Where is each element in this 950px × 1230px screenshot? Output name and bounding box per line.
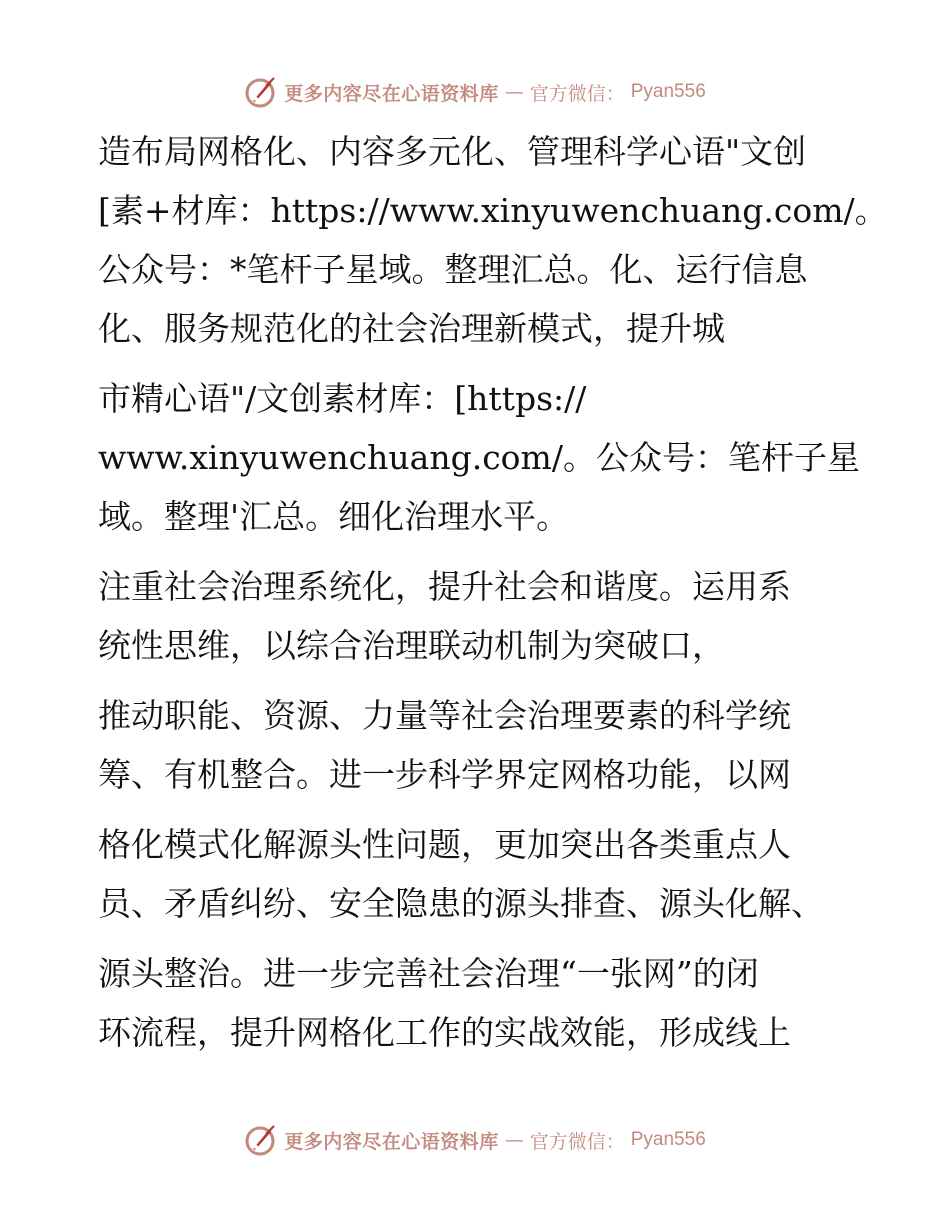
- footer-banner: [244, 1123, 706, 1157]
- body-line: 域。整理'汇总。细化治理水平。: [98, 497, 570, 536]
- body-line: 注重社会治理系统化，提升社会和谐度。运用系: [98, 567, 791, 606]
- quill-pen-seal-icon: [244, 75, 278, 109]
- header-separator: —: [504, 81, 524, 103]
- footer-wechat-id: Pyan556: [630, 1129, 706, 1150]
- header-wechat-label: 官方微信：: [529, 82, 625, 105]
- document-body: [98, 122, 888, 1062]
- footer-separator: —: [504, 1129, 524, 1151]
- body-line: 推动职能、资源、力量等社会治理要素的科学统: [98, 696, 791, 735]
- body-line: 公众号：*笔杆子星域。整理汇总。化、运行信息: [98, 250, 808, 289]
- footer-wechat-label: 官方微信：: [529, 1130, 625, 1153]
- body-line: 化、服务规范化的社会治理新模式，提升城: [98, 309, 725, 348]
- body-line: 市精心语"/文创素材库：[https://: [98, 379, 587, 418]
- page-footer: [0, 1118, 950, 1162]
- body-line: 筹、有机整合。进一步科学界定网格功能，以网: [98, 755, 791, 794]
- header-banner: [244, 75, 706, 109]
- header-brand-text: 更多内容尽在心语资料库: [284, 82, 499, 105]
- body-line: www.xinyuwenchuang.com/。公众号：笔杆子星: [98, 438, 860, 477]
- body-line: 造布局网格化、内容多元化、管理科学心语"文创: [98, 132, 807, 171]
- body-line: [素+材库：https://www.xinyuwenchuang.com/。: [98, 191, 888, 230]
- body-line: 格化模式化解源头性问题，更加突出各类重点人: [98, 825, 791, 864]
- body-line: 统性思维，以综合治理联动机制为突破口，: [98, 626, 725, 665]
- body-line: 源头整治。进一步完善社会治理“一张网”的闭: [98, 954, 759, 993]
- header-wechat-id: Pyan556: [630, 81, 706, 102]
- quill-pen-seal-icon: [244, 1123, 278, 1157]
- body-line: 员、矛盾纠纷、安全隐患的源头排查、源头化解、: [98, 884, 824, 923]
- footer-brand-text: 更多内容尽在心语资料库: [284, 1130, 499, 1153]
- page-header: [0, 70, 950, 114]
- body-line: 环流程，提升网格化工作的实战效能，形成线上: [98, 1013, 791, 1052]
